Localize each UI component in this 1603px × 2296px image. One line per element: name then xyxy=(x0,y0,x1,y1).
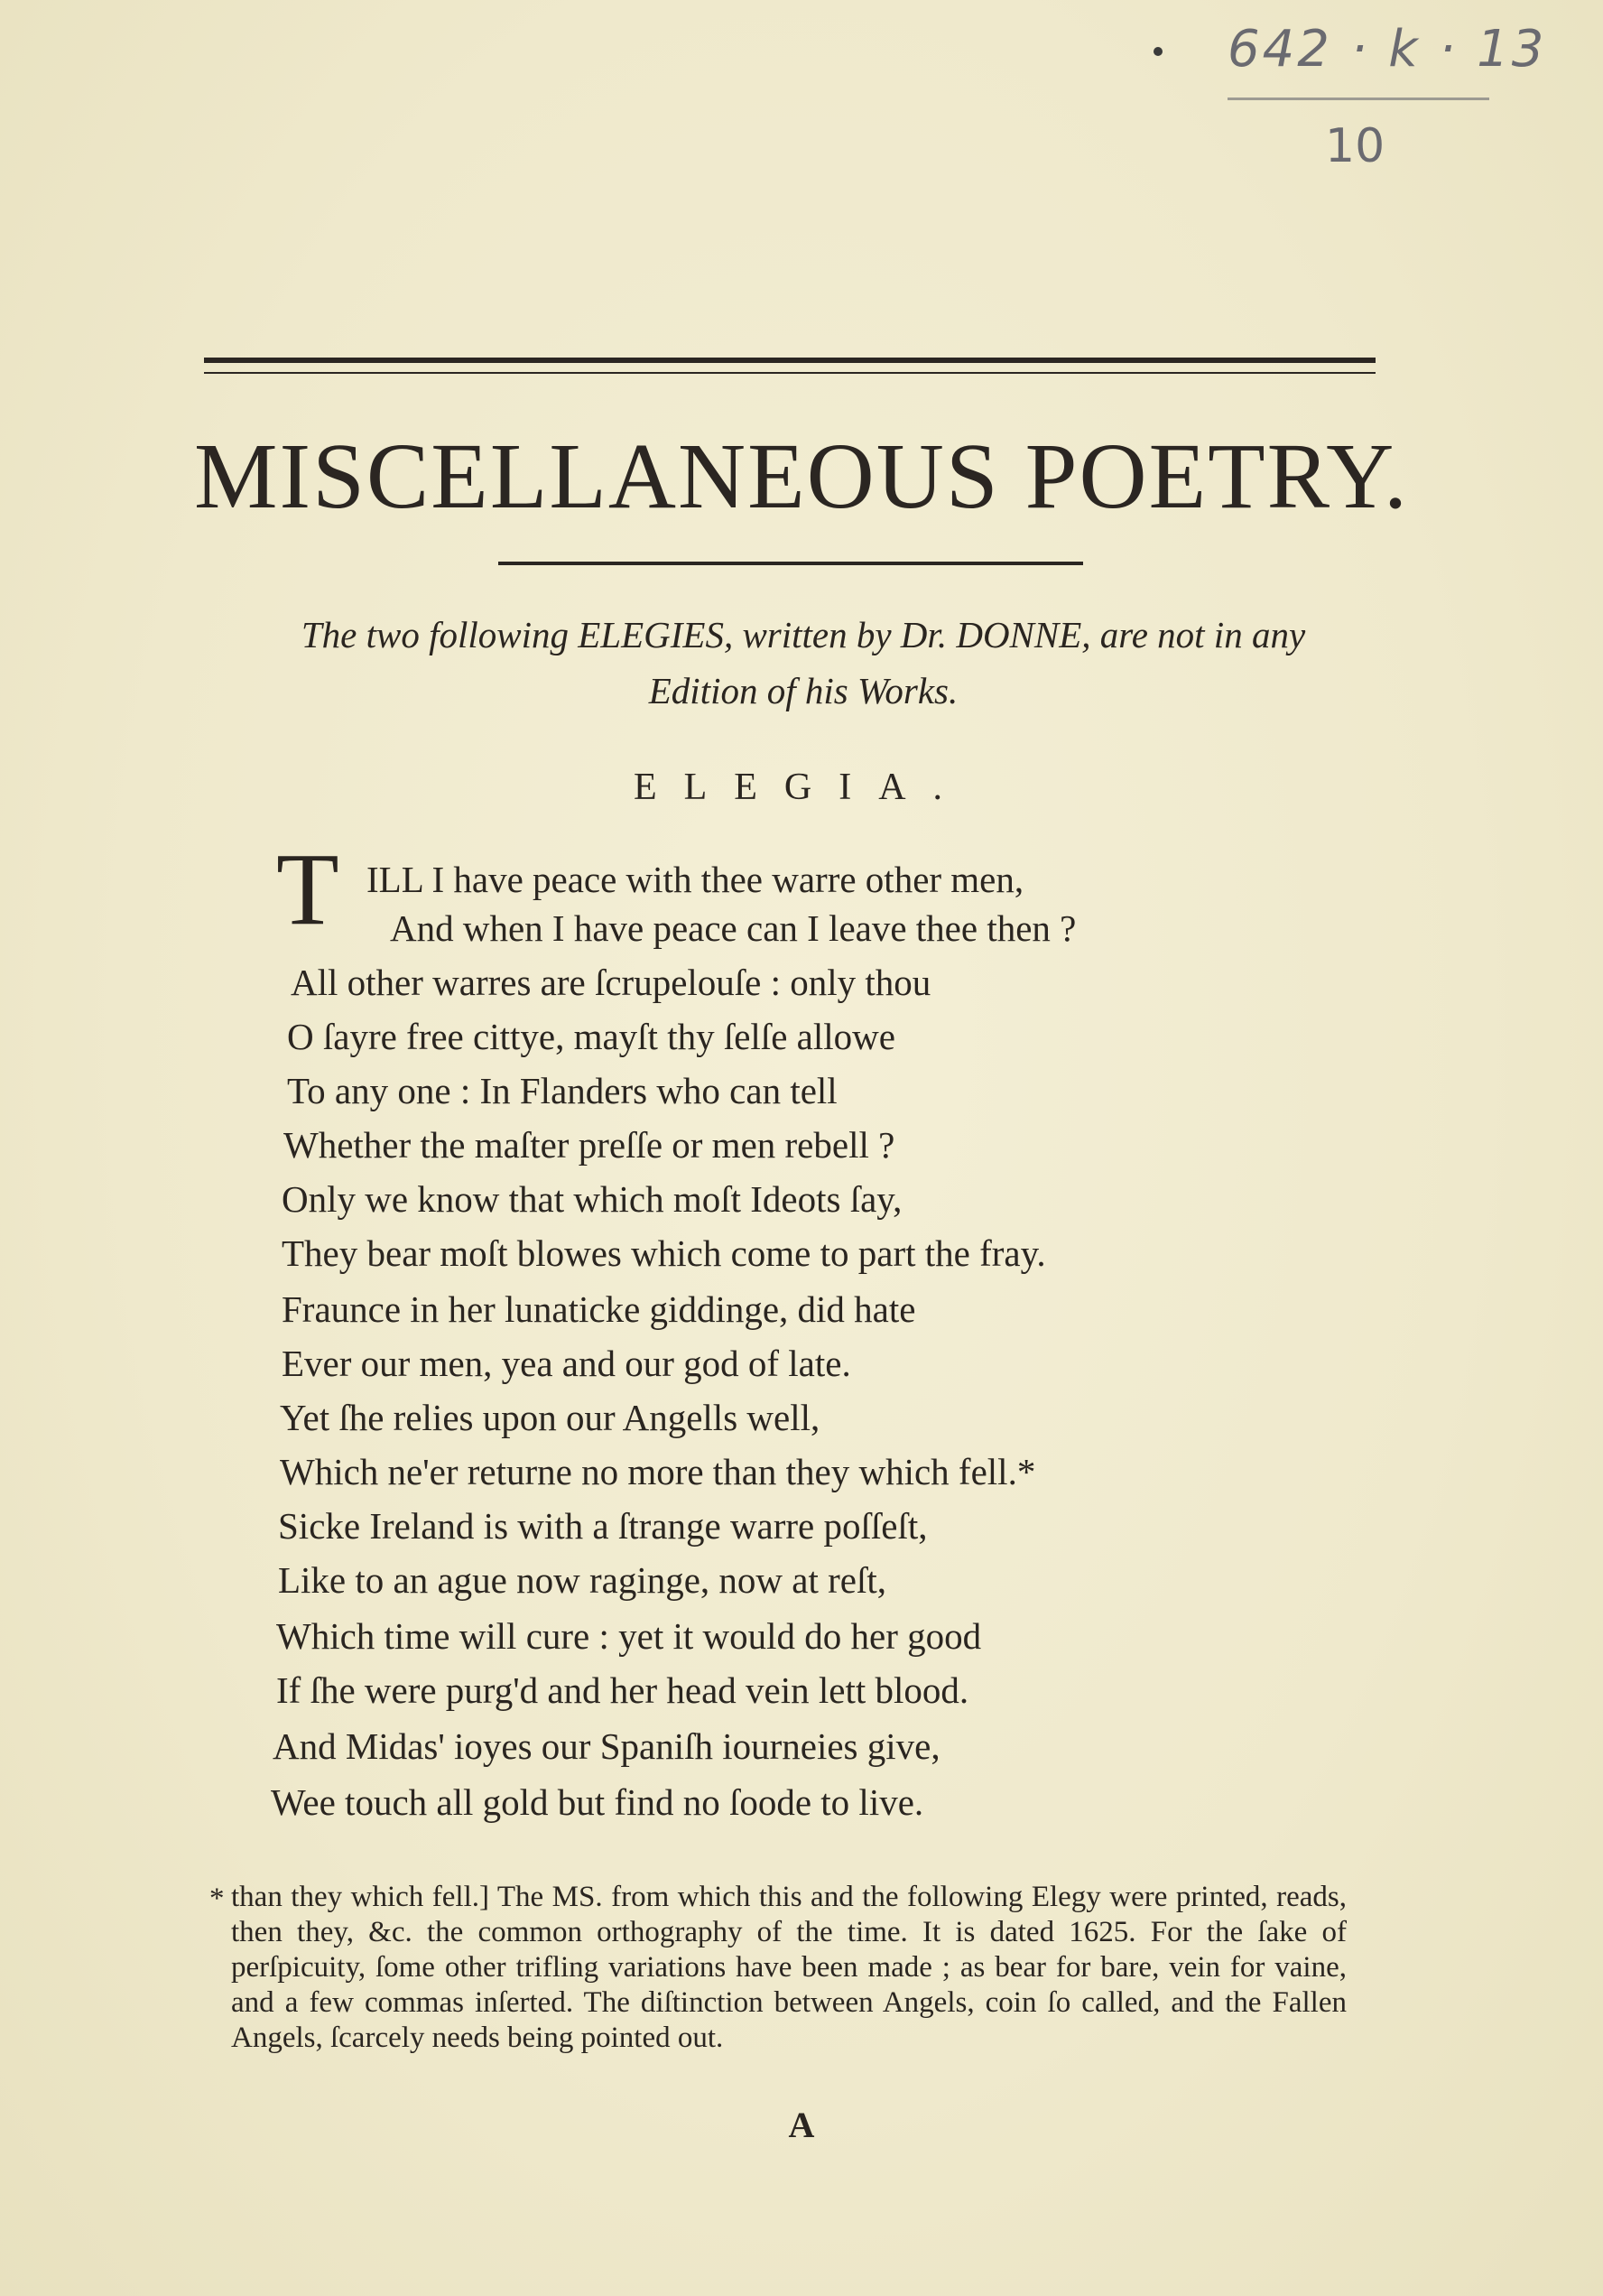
poem-line: Which ne'er returne no more than they which fell.* xyxy=(280,1451,1036,1492)
poem-line: Fraunce in her lunaticke giddinge, did hate xyxy=(282,1288,916,1330)
intro-line-1: The two following ELEGIES, written by Dr. DONNE, are not in any xyxy=(301,614,1306,655)
poem-line: O ſayre free cittye, mayſt thy ſelſe allowe xyxy=(287,1016,895,1057)
intro-text xyxy=(135,607,1471,719)
drop-cap: T xyxy=(276,832,339,946)
poem-line: Sicke Ireland is with a ſtrange warre poſſeſt, xyxy=(278,1505,928,1547)
page-title: MISCELLANEOUS POETRY. xyxy=(193,424,1409,528)
poem-line: Only we know that which moſt Ideots ſay, xyxy=(282,1178,903,1220)
intro-line-2: Edition of his Works. xyxy=(648,670,959,711)
shelfmark-underline xyxy=(1228,98,1489,100)
poem-line: If ſhe were purg'd and her head vein lett blood. xyxy=(276,1669,969,1711)
poem-line: And Midas' ioyes our Spaniſh iourneies give, xyxy=(273,1725,940,1767)
title-rule xyxy=(498,562,1083,565)
signature-mark: A xyxy=(788,2105,815,2145)
ink-dot xyxy=(1154,47,1163,56)
shelfmark: 642 · k · 13 xyxy=(1228,20,1547,79)
poem-line: Which time will cure : yet it would do her good xyxy=(276,1615,982,1657)
poem-line: They bear moſt blowes which come to part the fray. xyxy=(282,1232,1046,1274)
footnote-text: than they which fell.] The MS. from which this and the following Elegy were printed, reads, then they, &c. the common orthography of the time. It is dated 1625. For the ſake of perſpicuity, ſome other trifling variations have been made ; as bear for bare, vein for vaine, and a few commas inſerted. The diſtinction between Angels, coin ſo called, and the Fallen Angels, ſcarcely needs being pointed out. xyxy=(231,1881,1347,2054)
poem-line: Like to an ague now raginge, now at reſt, xyxy=(278,1559,886,1601)
poem-title: ELEGIA. xyxy=(633,767,970,808)
poem-line: All other warres are ſcrupelouſe : only thou xyxy=(291,962,931,1003)
poem-line: And when I have peace can I leave thee then ? xyxy=(390,907,1077,949)
top-rule-thin xyxy=(204,372,1376,374)
poem-line: Yet ſhe relies upon our Angells well, xyxy=(280,1397,820,1438)
top-rule-thick xyxy=(204,358,1376,363)
footnote xyxy=(209,1880,1347,2056)
poem-line: ILL I have peace with thee warre other men, xyxy=(366,859,1024,900)
leaf-number: 10 xyxy=(1325,119,1385,173)
poem-line: Whether the maſter preſſe or men rebell ? xyxy=(283,1124,895,1166)
poem-line: Wee touch all gold but find no ſoode to live. xyxy=(271,1781,924,1823)
footnote-marker: * xyxy=(209,1882,225,1915)
poem-line: To any one : In Flanders who can tell xyxy=(287,1070,838,1111)
poem-line: Ever our men, yea and our god of late. xyxy=(282,1343,851,1384)
